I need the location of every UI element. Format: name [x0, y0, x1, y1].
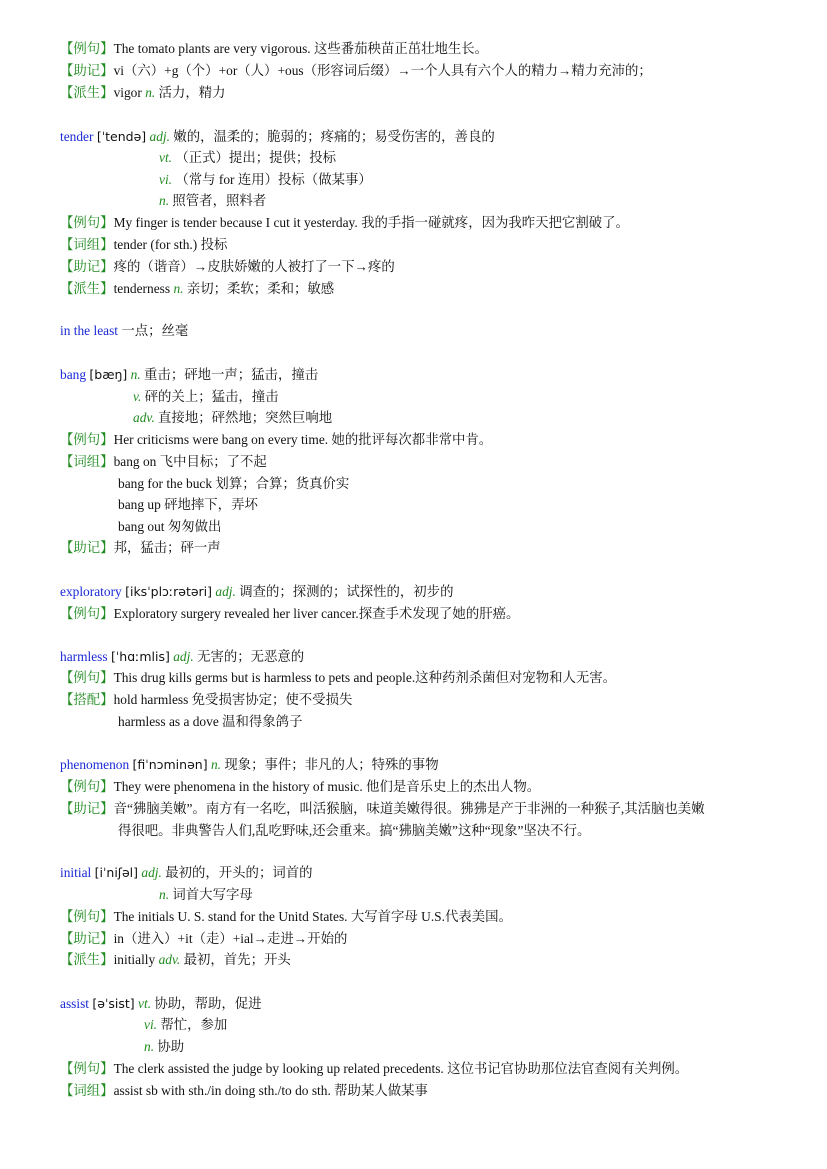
derived-tag: 【派生】 [60, 952, 114, 967]
entry-headline-phenomenon [60, 755, 439, 775]
collocation-line [60, 690, 352, 710]
phrase-continuation [118, 517, 221, 537]
phonetic: [iksˈplɔːrətəri] [125, 584, 213, 599]
example-tag: 【例句】 [60, 909, 114, 924]
phrase-text: bang for the buck 划算；合算；货真价实 [118, 476, 350, 491]
mnemonic-tag: 【助记】 [60, 63, 114, 78]
mnemonic-text: 邦，猛击；砰一声 [113, 540, 221, 555]
phrase-tag: 【词组】 [60, 237, 114, 252]
phonetic: [iˈniʃəl] [94, 865, 139, 880]
part-of-speech: adj. [149, 129, 170, 144]
definition: 无害的；无恶意的 [197, 649, 305, 664]
part-of-speech: vi. [144, 1017, 158, 1032]
sense-line [159, 885, 253, 905]
collocation-text: harmless as a dove 温和得象鸽子 [118, 714, 303, 729]
entry-headline-harmless [60, 647, 304, 667]
phrase-continuation [118, 495, 258, 515]
sense-line [159, 191, 266, 211]
mnemonic-line [60, 929, 347, 949]
sense-line [159, 148, 336, 168]
example-tag: 【例句】 [60, 215, 114, 230]
definition: 照管者，照料者 [172, 193, 267, 208]
definition: 调查的；探测的；试探性的，初步的 [239, 584, 454, 599]
sense-line [144, 1015, 227, 1035]
derived-word: tenderness [113, 281, 171, 296]
collocation-tag: 【搭配】 [60, 692, 114, 707]
headword: assist [60, 996, 90, 1011]
entry-headline-initial [60, 863, 313, 883]
phonetic: [ˈtendə] [96, 129, 147, 144]
phrase-text: bang up 砰地摔下，弄坏 [118, 497, 258, 512]
definition: （常与 for 连用）投标（做某事） [175, 172, 372, 187]
phrase-line [60, 1081, 428, 1101]
part-of-speech: v. [133, 389, 142, 404]
example-tag: 【例句】 [60, 432, 114, 447]
headword: bang [60, 367, 87, 382]
headword: exploratory [60, 584, 122, 599]
mnemonic-line [60, 61, 652, 81]
headword: phenomenon [60, 757, 130, 772]
part-of-speech: adv. [133, 410, 155, 425]
entry-headline-in-the-least [60, 321, 188, 341]
mnemonic-line [60, 257, 395, 277]
definition: 重击；砰地一声；猛击，撞击 [144, 367, 319, 382]
part-of-speech: vt. [138, 996, 152, 1011]
mnemonic-tag: 【助记】 [60, 931, 114, 946]
definition: （正式）提出；提供；投标 [175, 150, 337, 165]
headword: tender [60, 129, 94, 144]
mnemonic-text: 得很吧。非典警告人们,乱吃野味,还会重来。搞“狒脑美嫩”这种“现象”坚决不行。 [118, 823, 591, 838]
mnemonic-line [60, 799, 705, 819]
phrase-continuation [118, 474, 349, 494]
example-text: This drug kills germs but is harmless to pets and people.这种药剂杀菌但对宠物和人无害。 [113, 670, 617, 685]
example-line [60, 668, 616, 688]
headword: harmless [60, 649, 108, 664]
example-line [60, 777, 540, 797]
part-of-speech: vi. [159, 172, 173, 187]
example-text: Her criticisms were bang on every time. 她的批评每次都非常中肯。 [113, 432, 493, 447]
mnemonic-tag: 【助记】 [60, 259, 114, 274]
definition: 帮忙，参加 [160, 1017, 228, 1032]
sense-line [159, 170, 372, 190]
mnemonic-tag: 【助记】 [60, 540, 114, 555]
definition: 协助 [157, 1039, 185, 1054]
example-tag: 【例句】 [60, 41, 114, 56]
mnemonic-text: in（进入）+it（走）+ial→走进→开始的 [113, 931, 348, 946]
derived-word: initially [113, 952, 156, 967]
mnemonic-text: 音“狒脑美嫩”。南方有一名吃，叫活猴脑，味道美嫩得很。狒狒是产于非洲的一种猴子,其活脑也美嫩 [113, 801, 705, 816]
entry-headline-assist [60, 994, 262, 1014]
definition: 砰的关上；猛击，撞击 [144, 389, 279, 404]
derived-line [60, 83, 226, 103]
example-text: The clerk assisted the judge by looking up related precedents. 这位书记官协助那位法官查阅有关判例。 [113, 1061, 689, 1076]
definition: 嫩的，温柔的；脆弱的；疼痛的；易受伤害的，善良的 [173, 129, 495, 144]
part-of-speech: vt. [159, 150, 173, 165]
headword: in the least [60, 323, 119, 338]
phonetic: [bæŋ] [89, 367, 128, 382]
phrase-tag: 【词组】 [60, 454, 114, 469]
headword: initial [60, 865, 92, 880]
example-text: The initials U. S. stand for the Unitd States. 大写首字母 U.S.代表美国。 [113, 909, 512, 924]
phonetic: [əˈsist] [92, 996, 135, 1011]
derived-definition: 活力，精力 [158, 85, 226, 100]
phrase-text: bang out 匆匆做出 [118, 519, 222, 534]
derived-line [60, 279, 334, 299]
part-of-speech: adv. [158, 952, 181, 967]
example-tag: 【例句】 [60, 606, 114, 621]
example-line [60, 213, 629, 233]
phrase-tag: 【词组】 [60, 1083, 114, 1098]
part-of-speech: adj. [173, 649, 194, 664]
mnemonic-continuation [118, 821, 590, 841]
mnemonic-tag: 【助记】 [60, 801, 114, 816]
entry-headline-exploratory [60, 582, 453, 602]
definition: 一点；丝毫 [121, 323, 189, 338]
example-line [60, 1059, 688, 1079]
entry-headline-tender [60, 127, 495, 147]
phonetic: [fiˈnɔminən] [132, 757, 208, 772]
collocation-continuation [118, 712, 302, 732]
derived-tag: 【派生】 [60, 85, 114, 100]
example-tag: 【例句】 [60, 1061, 114, 1076]
phrase-text: bang on 飞中目标；了不起 [113, 454, 267, 469]
definition: 词首大写字母 [172, 887, 253, 902]
example-line [60, 604, 519, 624]
definition: 现象；事件；非凡的人；特殊的事物 [224, 757, 439, 772]
example-line [60, 907, 512, 927]
example-text: The tomato plants are very vigorous. 这些番茄秧苗正茁壮地生长。 [113, 41, 489, 56]
definition: 直接地；砰然地；突然巨响地 [158, 410, 333, 425]
part-of-speech: adj. [141, 865, 162, 880]
example-tag: 【例句】 [60, 670, 114, 685]
sense-line [144, 1037, 184, 1057]
part-of-speech: n. [173, 281, 184, 296]
definition: 协助，帮助，促进 [154, 996, 262, 1011]
sense-line [133, 408, 332, 428]
definition: 最初的，开头的；词首的 [165, 865, 313, 880]
part-of-speech: n. [159, 887, 170, 902]
part-of-speech: n. [144, 1039, 155, 1054]
derived-line [60, 950, 291, 970]
phrase-line [60, 452, 267, 472]
example-text: They were phenomena in the history of music. 他们是音乐史上的杰出人物。 [113, 779, 541, 794]
collocation-text: hold harmless 免受损害协定；使不受损失 [113, 692, 353, 707]
example-line [60, 430, 492, 450]
phrase-line [60, 235, 227, 255]
example-line [60, 39, 488, 59]
part-of-speech: n. [210, 757, 221, 772]
example-text: Exploratory surgery revealed her liver cancer.探查手术发现了她的肝癌。 [113, 606, 520, 621]
part-of-speech: n. [130, 367, 141, 382]
part-of-speech: n. [145, 85, 156, 100]
derived-word: vigor [113, 85, 142, 100]
phonetic: [ˈhɑːmlis] [110, 649, 170, 664]
derived-definition: 最初，首先；开头 [183, 952, 291, 967]
derived-tag: 【派生】 [60, 281, 114, 296]
phrase-text: assist sb with sth./in doing sth./to do sth. 帮助某人做某事 [113, 1083, 428, 1098]
mnemonic-line [60, 538, 221, 558]
derived-definition: 亲切；柔软；柔和；敏感 [186, 281, 335, 296]
entry-headline-bang [60, 365, 318, 385]
example-tag: 【例句】 [60, 779, 114, 794]
sense-line [133, 387, 279, 407]
mnemonic-text: vi（六）+g（个）+or（人）+ous（形容词后缀）→一个人具有六个人的精力→精力充沛的； [113, 63, 652, 78]
phrase-text: tender (for sth.) 投标 [113, 237, 228, 252]
part-of-speech: adj. [215, 584, 236, 599]
mnemonic-text: 疼的（谐音）→皮肤娇嫩的人被打了一下→疼的 [113, 259, 395, 274]
example-text: My finger is tender because I cut it yesterday. 我的手指一碰就疼，因为我昨天把它割破了。 [113, 215, 629, 230]
part-of-speech: n. [159, 193, 170, 208]
